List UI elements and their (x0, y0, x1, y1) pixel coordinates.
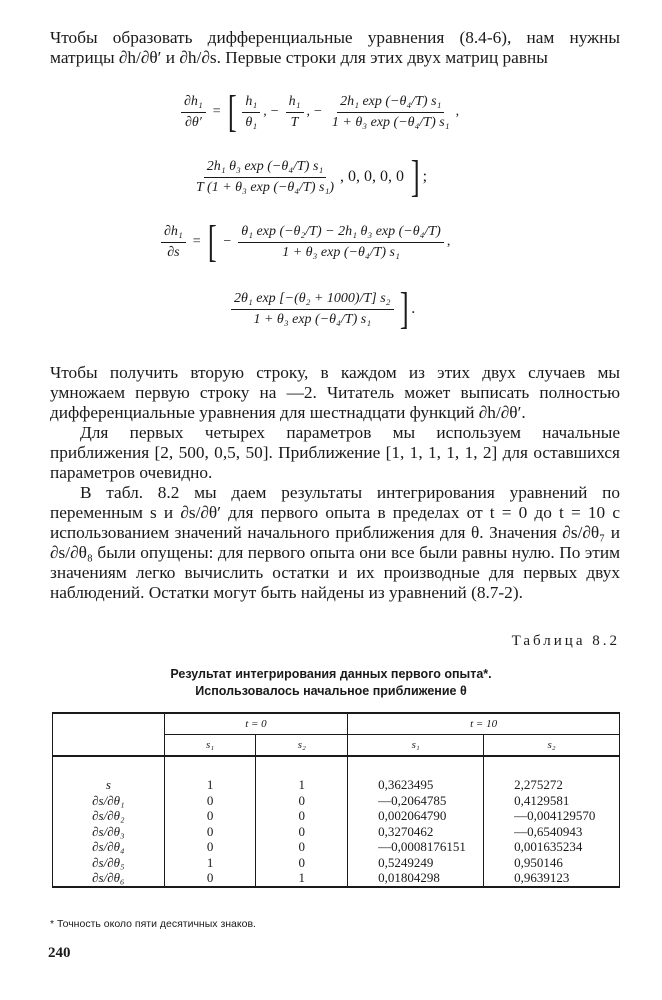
table-caption: Таблица 8.2 (511, 633, 620, 649)
col-header-s2: s₂ (484, 735, 620, 757)
page-number: 240 (48, 945, 71, 961)
row-label-header (53, 713, 165, 756)
col-header-s1: s₁ (164, 735, 256, 757)
table-title-line2: Использовалось начальное приближение θ (195, 684, 467, 698)
table-row: ∂s/∂θ₂ 0 0 0,002064790 —0,004129570 (53, 808, 620, 824)
group-header-t0: t = 0 (164, 713, 347, 735)
group-header-t10: t = 10 (348, 713, 620, 735)
paragraph-second-row: Чтобы получить вторую строку, в каждом из этих двух случаев мы умножаем первую строку на —2. Читатель может выписать полностью дифференциальные уравнения для шестнадцати функций ∂h/∂θ′. (50, 363, 620, 422)
paragraph-table-intro: В табл. 8.2 мы даем результаты интегрирования уравнений по переменным s и ∂s/∂θ′ для первого опыта в пределах от t = 0 до t = 10 с использованием значений начального приближения для θ. Значения ∂s/∂θ₇ и ∂s/∂θ₈ были опущены: для первого опыта они все были равны нулю. По этим значениям легко вычислить остатки и их производные для первых двух наблюдений. Остатки могут быть найдены из уравнений (8.7-2). (50, 483, 620, 602)
table-row: ∂s/∂θ₃ 0 0 0,3270462 —0,6540943 (53, 824, 620, 840)
table-row: ∂s/∂θ₅ 1 0 0,5249249 0,950146 (53, 855, 620, 871)
table-title-line1: Результат интегрирования данных первого опыта*. (170, 667, 492, 681)
table-row: ∂s/∂θ₁ 0 0 —0,2064785 0,4129581 (53, 793, 620, 809)
equation-dh-ds-line2: $\frac{\text{2θ₁ exp [−(θ₂ + 1000)/T] s₂}}{\text{1 + θ₃ exp (−θ₄/T) s₁}}$ ] . (228, 287, 415, 331)
col-header-s1: s₁ (348, 735, 484, 757)
equation-dh-dtheta-line2: $\frac{\text{2h₁ θ₃ exp (−θ₄/T) s₁}}{\text{T (1 + θ₃ exp (−θ₄/T) s₁)}}$ , 0, 0, 0, 0 ] ; (196, 152, 428, 201)
paragraph-intro: Чтобы образовать дифференциальные уравнения (8.4-6), нам нужны матрицы ∂h/∂θ′ и ∂h/∂s. Первые строки для этих двух матриц равны (50, 28, 620, 67)
equation-dh-ds-line1: $\frac{\text{∂h₁}}{\partial s}$ = [ − $\frac{\text{θ₁ exp (−θ₂/T) − 2h₁ θ₃ exp (−θ₄/T)}}{\text{1 + θ₃ exp (−θ₄/T) s₁}}$ , (158, 220, 450, 264)
table-title (0, 666, 662, 700)
paragraph-initial-approx: Для первых четырех параметров мы используем начальные приближения [2, 500, 0,5, 50]. Приближение [1, 1, 1, 1, 1, 2] для оставшихся параметров очевидно. (50, 423, 620, 482)
table-row: s 1 1 0,3623495 2,275272 (53, 777, 620, 793)
table-footnote: * Точность около пяти десятичных знаков. (50, 918, 256, 930)
lhs-fraction: $\frac{\text{∂h₁}}{\partial\theta'}$ (181, 94, 206, 131)
table-row: ∂s/∂θ₆ 0 1 0,01804298 0,9639123 (53, 870, 620, 887)
col-header-s2: s₂ (256, 735, 348, 757)
table-row: ∂s/∂θ₄ 0 0 —0,0008176151 0,001635234 (53, 839, 620, 855)
results-table (52, 712, 620, 888)
equation-dh-dtheta-line1: $\frac{\text{∂h₁}}{\partial\theta'}$ = [ $\frac{\text{h₁}}{\text{θ₁}}$ , − $\frac{\text{h₁}}{T}$ , − $\frac{\text{2h₁ exp (−θ₄/T) s₁}}{\text{1 + θ₃ exp (−θ₄/T) s₁}}$ , (178, 90, 459, 134)
